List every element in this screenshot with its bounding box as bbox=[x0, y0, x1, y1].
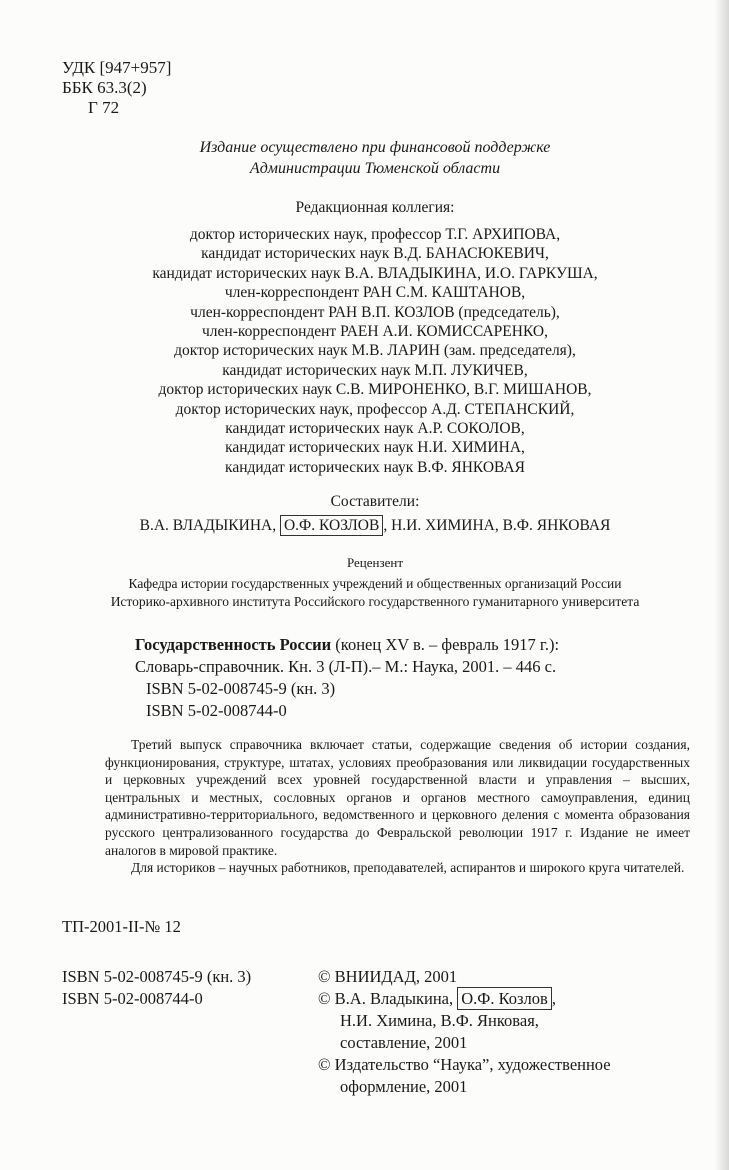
copyright-line bbox=[318, 988, 698, 1010]
compilers-list bbox=[40, 517, 710, 535]
author-mark: Г 72 bbox=[88, 98, 120, 117]
copyright-punct: , bbox=[551, 989, 556, 1008]
highlighted-author: О.Ф. Козлов bbox=[457, 987, 552, 1010]
abstract bbox=[105, 736, 690, 877]
funding-line: Администрации Тюменской области bbox=[249, 160, 501, 177]
copyright-line: © ВНИИДАД, 2001 bbox=[318, 967, 458, 986]
classification-block bbox=[62, 58, 171, 118]
board-member: кандидат исторических наук В.А. ВЛАДЫКИНА, И.О. ГАРКУША, bbox=[152, 264, 598, 282]
udk-code: УДК [947+957] bbox=[62, 58, 172, 77]
isbn-list bbox=[62, 966, 251, 1010]
isbn-line: ISBN 5-02-008744-0 bbox=[146, 701, 287, 720]
bbk-code: ББК 63.3(2) bbox=[62, 78, 147, 97]
reviewer-heading: Рецензент bbox=[346, 555, 404, 570]
highlighted-compiler: О.Ф. КОЗЛОВ bbox=[280, 515, 383, 536]
page-edge-shadow bbox=[715, 0, 729, 1170]
board-member: кандидат исторических наук В.Д. БАНАСЮКЕВИЧ, bbox=[201, 245, 549, 263]
compilers-heading: Составители: bbox=[330, 493, 420, 510]
copyright-block bbox=[318, 966, 698, 1098]
board-member: кандидат исторических наук А.Р. СОКОЛОВ, bbox=[225, 420, 525, 438]
funding-line: Издание осуществлено при финансовой поддержке bbox=[199, 139, 551, 156]
abstract-paragraph: Третий выпуск справочника включает статьи, содержащие сведения об истории создания, функционирования, структуре, штатах, условиях преобразования или ликвидации государственных и церковных учреждений всех уровней государственной власти и управления – высших, центральных и местных, сословных органов и органов местного самоуправления, единиц административно-территориального, ведомственного и церковного деления с момента образования русского централизованного государства до Февральской революции 1917 г. Издание не имеет аналогов в мировой практике. bbox=[105, 737, 690, 858]
isbn-line: ISBN 5-02-008745-9 (кн. 3) bbox=[146, 679, 336, 698]
book-title: Государственность России bbox=[135, 635, 332, 654]
reviewer-line: Историко-архивного института Российского государственного гуманитарного университета bbox=[110, 593, 640, 609]
copyright-line: оформление, 2001 bbox=[340, 1077, 468, 1096]
compiler-names: В.А. ВЛАДЫКИНА, bbox=[139, 517, 277, 534]
publication-details: Словарь-справочник. Кн. 3 (Л-П).– М.: Наука, 2001. – 446 с. bbox=[135, 657, 557, 676]
tp-code: ТП-2001-II-№ 12 bbox=[62, 917, 181, 936]
reviewer-block bbox=[40, 575, 710, 610]
board-member: член-корреспондент РАН В.П. КОЗЛОВ (председатель), bbox=[190, 303, 560, 321]
board-member: член-корреспондент РАН С.М. КАШТАНОВ, bbox=[224, 284, 526, 302]
board-member: доктор исторических наук С.В. МИРОНЕНКО, В.Г. МИШАНОВ, bbox=[158, 381, 592, 399]
board-member: кандидат исторических наук В.Ф. ЯНКОВАЯ bbox=[225, 458, 525, 476]
board-member: кандидат исторических наук М.П. ЛУКИЧЕВ, bbox=[222, 361, 528, 379]
copyright-line: © Издательство “Наука”, художественное bbox=[318, 1055, 611, 1074]
board-member: доктор исторических наук, профессор Т.Г. АРХИПОВА, bbox=[189, 226, 561, 243]
book-subtitle: (конец XV в. – февраль 1917 г.): bbox=[331, 635, 560, 654]
board-member: доктор исторических наук, профессор А.Д. СТЕПАНСКИЙ, bbox=[175, 400, 575, 418]
board-member: кандидат исторических наук Н.И. ХИМИНА, bbox=[225, 439, 525, 457]
abstract-paragraph: Для историков – научных работников, преподавателей, аспирантов и широкого круга читателей. bbox=[131, 860, 685, 876]
board-member: доктор исторических наук М.В. ЛАРИН (зам. председателя), bbox=[174, 342, 576, 360]
isbn-line: ISBN 5-02-008745-9 (кн. 3) bbox=[62, 967, 252, 986]
bibliographic-record bbox=[135, 634, 695, 722]
compiler-names: , Н.И. ХИМИНА, В.Ф. ЯНКОВАЯ bbox=[383, 517, 611, 534]
isbn-line: ISBN 5-02-008744-0 bbox=[62, 989, 203, 1008]
reviewer-line: Кафедра истории государственных учреждений и общественных организаций России bbox=[128, 576, 622, 591]
copyright-line: составление, 2001 bbox=[340, 1033, 468, 1052]
editorial-board-heading: Редакционная коллегия: bbox=[295, 199, 455, 216]
board-member: член-корреспондент РАЕН А.И. КОМИССАРЕНКО, bbox=[202, 323, 548, 341]
copyright-line: Н.И. Химина, В.Ф. Янковая, bbox=[340, 1011, 539, 1030]
copyright-authors: © В.А. Владыкина, bbox=[318, 989, 454, 1008]
editorial-board-list bbox=[40, 225, 710, 477]
funding-note bbox=[40, 137, 710, 179]
